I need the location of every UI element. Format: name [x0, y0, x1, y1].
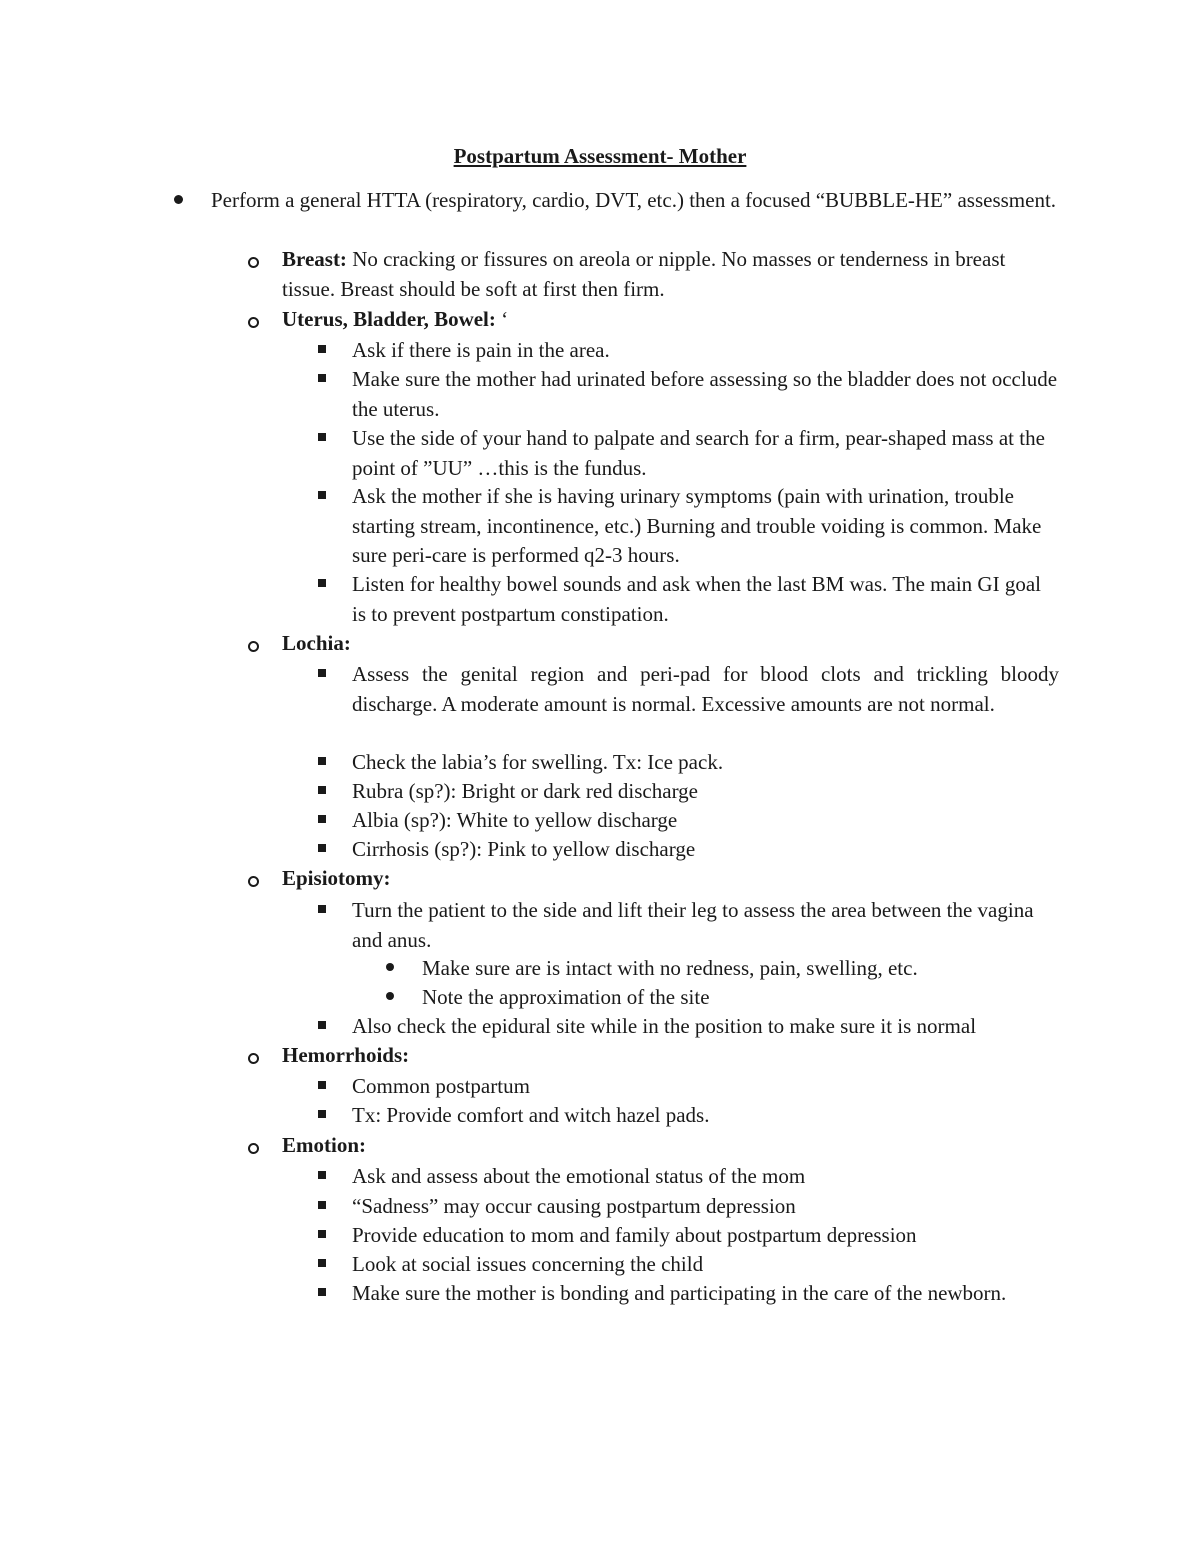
bullet-square-icon [318, 345, 326, 353]
bullet-square-icon [318, 1201, 326, 1209]
list-item: Provide education to mom and family about postpartum depression [352, 1223, 917, 1247]
list-item: Also check the epidural site while in the position to make sure it is normal [352, 1014, 977, 1038]
section-lochia [282, 629, 1062, 659]
bullet-square-icon [318, 844, 326, 852]
bullet-circle-icon [248, 876, 259, 887]
sub-list-item: Make sure are is intact with no redness, pain, swelling, etc. [422, 956, 918, 980]
bullet-square-icon [318, 1230, 326, 1238]
section-label: Hemorrhoids: [282, 1043, 410, 1067]
bullet-dot-icon [386, 992, 394, 1000]
list-item: Look at social issues concerning the child [352, 1252, 704, 1276]
bullet-square-icon [318, 374, 326, 382]
sub-list-item: Note the approximation of the site [422, 985, 710, 1009]
section-text: ‘ [495, 307, 509, 331]
section-ubb [282, 305, 1062, 335]
list-item: Use the side of your hand to palpate and search for a firm, pear-shaped mass at the point of ”UU” …this is the fundus. [352, 426, 1045, 480]
bullet-square-icon [318, 1021, 326, 1029]
section-label: Breast: [282, 247, 347, 271]
section-text: No cracking or fissures on areola or nipple. No masses or tenderness in breast tissue. Breast should be soft at first then firm. [282, 247, 1006, 301]
bullet-square-icon [318, 579, 326, 587]
bullet-square-icon [318, 786, 326, 794]
bullet-circle-icon [248, 257, 259, 268]
list-item: Listen for healthy bowel sounds and ask when the last BM was. The main GI goal is to prevent postpartum constipation. [352, 572, 1041, 626]
intro-text: Perform a general HTTA (respiratory, cardio, DVT, etc.) then a focused “BUBBLE-HE” assessment. [211, 188, 1057, 212]
list-item: Tx: Provide comfort and witch hazel pads. [352, 1103, 710, 1127]
list-item: Common postpartum [352, 1074, 530, 1098]
section-label: Uterus, Bladder, Bowel: [282, 307, 496, 331]
bullet-square-icon [318, 815, 326, 823]
bullet-dot-icon [386, 963, 394, 971]
section-label: Episiotomy: [282, 866, 391, 890]
list-item: Assess the genital region and peri-pad for blood clots and trickling bloody discharge. A moderate amount is normal. Excessive amounts are not normal. [352, 662, 1059, 716]
section-breast [282, 245, 1062, 304]
bullet-square-icon [318, 757, 326, 765]
bullet-circle-icon [248, 1053, 259, 1064]
list-item: Check the labia’s for swelling. Tx: Ice pack. [352, 750, 724, 774]
page-title: Postpartum Assessment- Mother [453, 144, 747, 168]
bullet-square-icon [318, 491, 326, 499]
list-item: Ask and assess about the emotional status of the mom [352, 1164, 806, 1188]
bullet-square-icon [318, 433, 326, 441]
bullet-square-icon [318, 669, 326, 677]
bullet-circle-icon [248, 641, 259, 652]
bullet-square-icon [318, 1171, 326, 1179]
list-item: Albia (sp?): White to yellow discharge [352, 808, 678, 832]
list-item: Rubra (sp?): Bright or dark red discharge [352, 779, 699, 803]
bullet-circle-icon [248, 1143, 259, 1154]
section-label: Lochia: [282, 631, 351, 655]
list-item: Ask if there is pain in the area. [352, 338, 610, 362]
bullet-square-icon [318, 1259, 326, 1267]
section-label: Emotion: [282, 1133, 366, 1157]
list-item: Ask the mother if she is having urinary symptoms (pain with urination, trouble starting stream, incontinence, etc.) Burning and trouble voiding is common. Make sure peri-care is performed q2-3 hours. [352, 484, 1042, 567]
bullet-square-icon [318, 1081, 326, 1089]
list-item: “Sadness” may occur causing postpartum depression [352, 1194, 796, 1218]
list-item: Turn the patient to the side and lift their leg to assess the area between the vagina and anus. [352, 898, 1034, 952]
bullet-circle-icon [248, 317, 259, 328]
list-item: Make sure the mother is bonding and participating in the care of the newborn. [352, 1281, 1007, 1305]
list-item: Make sure the mother had urinated before assessing so the bladder does not occlude the uterus. [352, 367, 1058, 421]
bullet-square-icon [318, 1288, 326, 1296]
bullet-square-icon [318, 905, 326, 913]
bullet-dot-icon [174, 195, 183, 204]
section-hemorrhoids [282, 1041, 1062, 1071]
section-episiotomy [282, 864, 1062, 894]
bullet-square-icon [318, 1110, 326, 1118]
section-emotion [282, 1131, 1062, 1161]
list-item: Cirrhosis (sp?): Pink to yellow discharge [352, 837, 696, 861]
